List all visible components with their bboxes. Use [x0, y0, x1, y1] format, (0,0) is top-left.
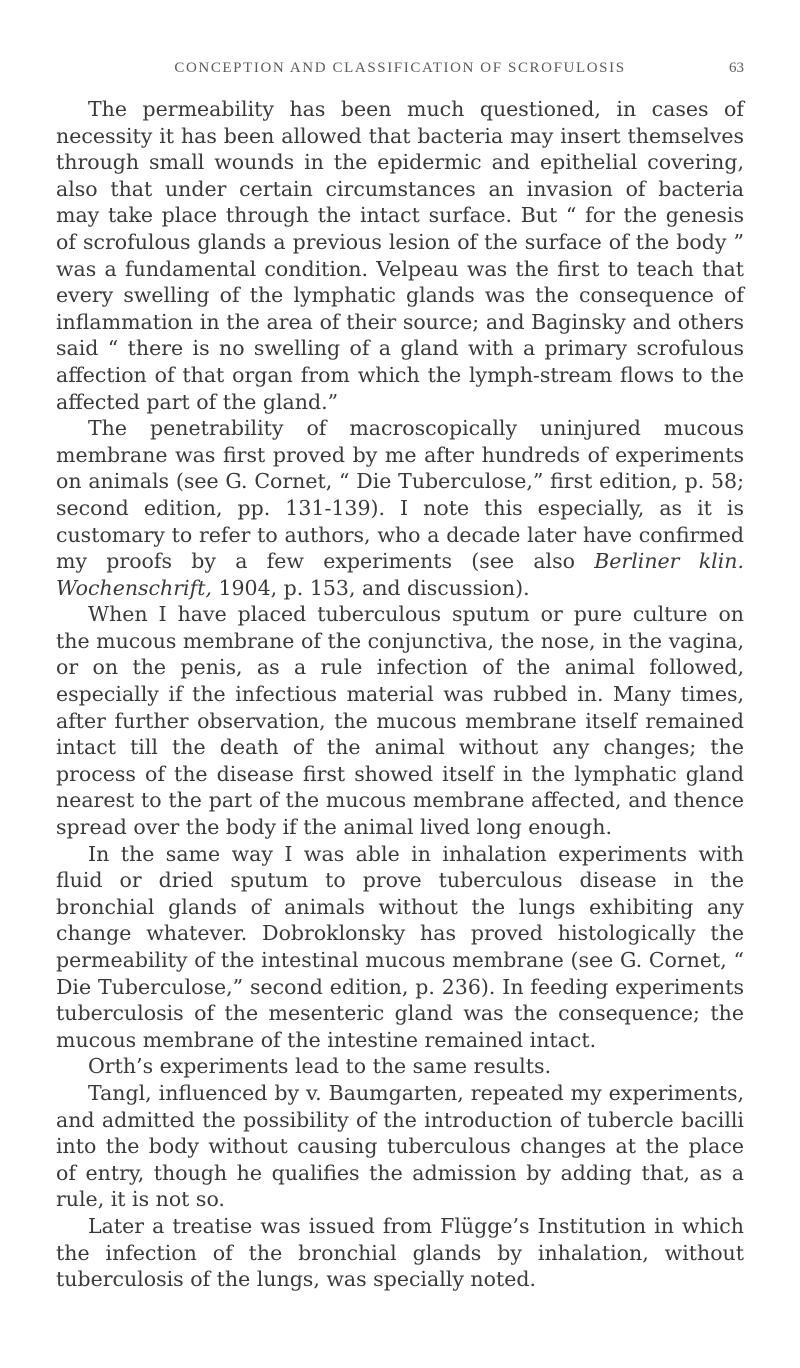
paragraph-inhalation-experiments: In the same way I was able in inhalation experiments with fluid or dried sputum to prove tuberculous disease in the bronchial glands of animals without the lungs exhibiting any change whatever. Dobroklonsky has proved histologically the permeability of the intestinal mucous membrane (see G. Cornet, “ Die Tuberculose,” second edition, p. 236). In feeding experiments tuberculosis of the mesenteric gland was the consequence; the mucous membrane of the intestine remained intact.: [56, 841, 744, 1052]
paragraph-sputum-experiments: When I have placed tuberculous sputum or pure culture on the mucous membrane of the conjunctiva, the nose, in the vagina, or on the penis, as a rule infection of the animal followed, especially if the infectious material was rubbed in. Many times, after further observation, the mucous membrane itself remained intact till the death of the animal without any changes; the process of the disease first showed itself in the lymphatic gland nearest to the part of the mucous membrane affected, and thence spread over the body if the animal lived long enough.: [56, 602, 744, 840]
page-number: 63: [729, 60, 744, 76]
book-page: [56, 60, 744, 1293]
body-text: [56, 96, 744, 1293]
paragraph-permeability-questioned: The permeability has been much questioned, in cases of necessity it has been allowed that bacteria may insert themselves through small wounds in the epidermic and epithelial covering, also that under certain circumstances an invasion of bacteria may take place through the intact surface. But “ for the genesis of scrofulous glands a previous lesion of the surface of the body ” was a fundamental condition. Velpeau was the first to teach that every swelling of the lymphatic glands was the consequence of inflammation in the area of their source; and Baginsky and others said “ there is no swelling of a gland with a primary scrofulous affection of that organ from which the lymph-stream flows to the affected part of the gland.”: [56, 97, 744, 414]
paragraph-flugge-treatise: Later a treatise was issued from Flügge’s Institution in which the infection of the bronchial glands by inhalation, without tuberculosis of the lungs, was specially noted.: [56, 1213, 744, 1292]
paragraph-text-after-citation: 1904, p. 153, and discussion).: [211, 575, 530, 600]
running-title: CONCEPTION AND CLASSIFICATION OF SCROFULOSIS: [174, 60, 626, 76]
paragraph-orth-experiments: Orth’s experiments lead to the same results.: [88, 1054, 552, 1079]
paragraph-text-before-citation: The penetrability of macroscopically uninjured mucous membrane was first proved by me after hundreds of experiments on animals (see G. Cornet, “ Die Tuberculose,” first edition, p. 58; second edition, pp. 131-139). I note this especially, as it is customary to refer to authors, who a decade later have confirmed my proofs by a few experiments (see also: [56, 416, 744, 574]
journal-title: Berliner klin. Wochenschrift,: [56, 549, 744, 600]
paragraph-penetrability-proved: [56, 415, 744, 601]
running-head: [56, 60, 744, 96]
paragraph-tangl-experiments: Tangl, influenced by v. Baumgarten, repeated my experiments, and admitted the possibility of the introduction of tubercle bacilli into the body without causing tuberculous changes at the place of entry, though he qualifies the admission by adding that, as a rule, it is not so.: [56, 1080, 744, 1212]
